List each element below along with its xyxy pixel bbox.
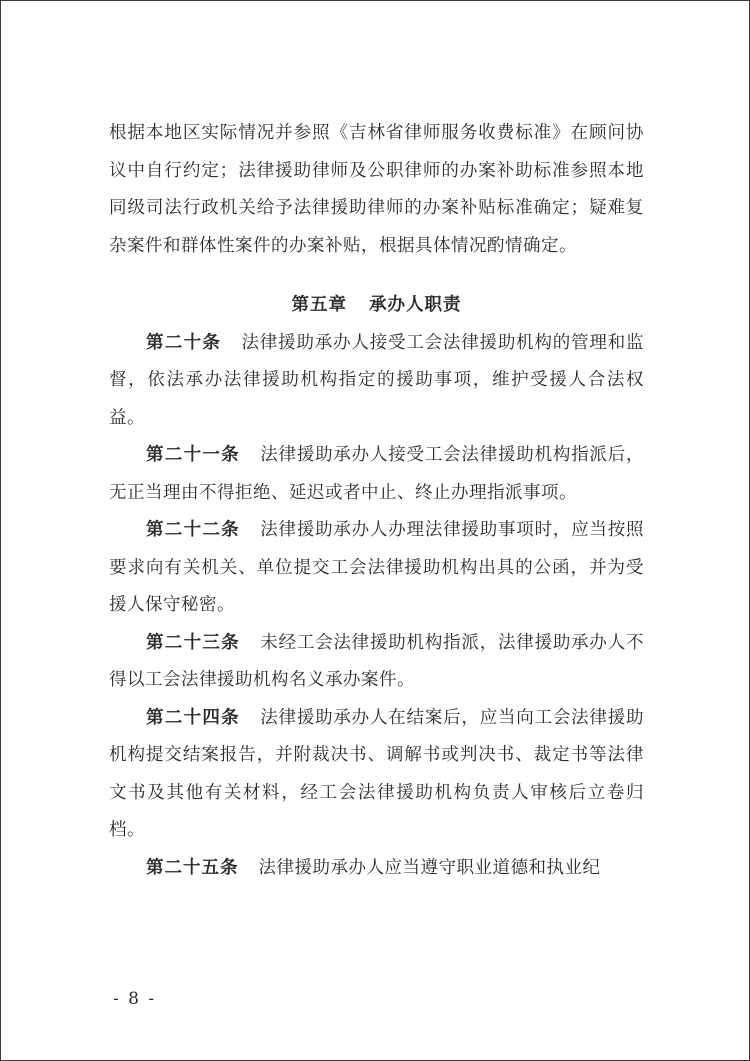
article-paragraph bbox=[109, 325, 644, 438]
article-text: 法律援助承办人接受工会法律援助机构指派后，无正当理由不得拒绝、延迟或者中止、终止办理指派事项。 bbox=[109, 445, 645, 503]
article-text: 法律援助承办人应当遵守职业道德和执业纪 bbox=[258, 857, 601, 878]
page-number: - 8 - bbox=[113, 989, 157, 1009]
article-number: 第二十一条 bbox=[146, 445, 240, 465]
chapter-heading bbox=[109, 287, 644, 325]
article-number: 第二十三条 bbox=[146, 632, 240, 653]
chapter-number: 第五章 bbox=[291, 295, 347, 315]
article-text: 未经工会法律援助机构指派，法律援助承办人不得以工会法律援助机构名义承办案件。 bbox=[109, 632, 645, 690]
article-number: 第二十五条 bbox=[146, 857, 239, 878]
article-paragraph bbox=[109, 437, 644, 512]
article-text: 法律援助承办人办理法律援助事项时，应当按照要求向有关机关、单位提交工会法律援助机构出具的公函，并为受援人保守秘密。 bbox=[109, 520, 645, 615]
article-number: 第二十二条 bbox=[146, 520, 240, 540]
chapter-title: 承办人职责 bbox=[369, 295, 462, 315]
article-paragraph bbox=[109, 700, 644, 850]
article-paragraph bbox=[109, 625, 644, 700]
document-body bbox=[109, 115, 644, 887]
opening-paragraph: 根据本地区实际情况并参照《吉林省律师服务收费标准》在顾问协议中自行约定；法律援助律师及公职律师的办案补助标准参照本地同级司法行政机关给予法律援助律师的办案补贴标准确定；疑难复杂案件和群体性案件的办案补贴，根据具体情况酌情确定。 bbox=[109, 123, 644, 256]
article-paragraph bbox=[109, 850, 644, 888]
article-paragraph bbox=[109, 512, 644, 625]
article-text: 法律援助承办人接受工会法律援助机构的管理和监督，依法承办法律援助机构指定的援助事项，维护受援人合法权益。 bbox=[109, 332, 645, 428]
article-text: 法律援助承办人在结案后，应当向工会法律援助机构提交结案报告，并附裁决书、调解书或判决书、裁定书等法律文书及其他有关材料，经工会法律援助机构负责人审核后立卷归档。 bbox=[109, 707, 645, 840]
article-number: 第二十四条 bbox=[146, 707, 240, 728]
article-number: 第二十条 bbox=[146, 332, 222, 353]
